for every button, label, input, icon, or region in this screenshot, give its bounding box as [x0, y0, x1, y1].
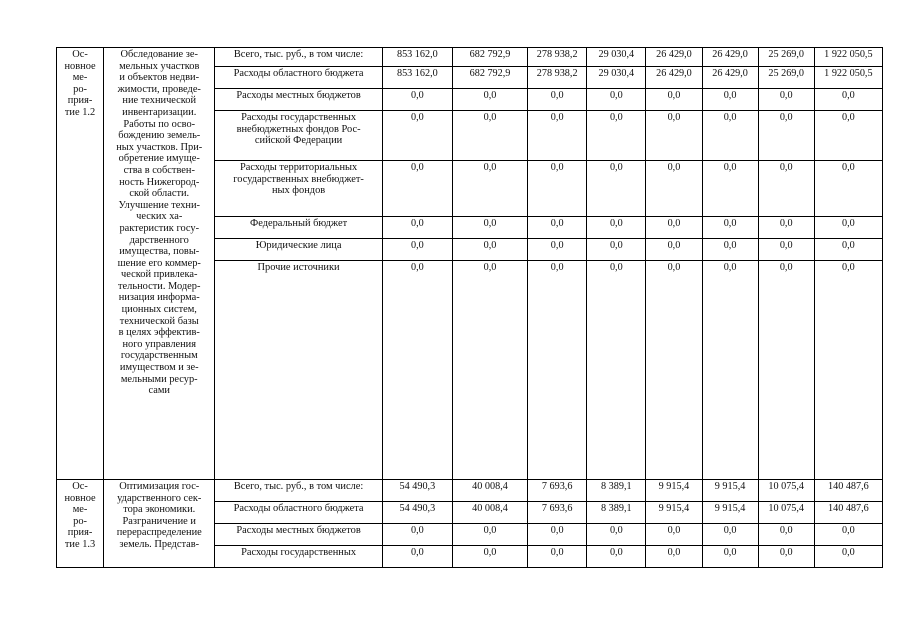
amount-cell: 0,0 — [587, 239, 646, 261]
amount-cell: 0,0 — [646, 524, 702, 546]
amount-cell: 0,0 — [587, 89, 646, 111]
amount-cell: 140 487,6 — [814, 480, 882, 502]
amount-cell: 26 429,0 — [702, 48, 758, 67]
amount-cell: 0,0 — [814, 217, 882, 239]
funding-source: Расходы государственных — [215, 546, 382, 568]
amount-cell: 29 030,4 — [587, 48, 646, 67]
amount-cell: 0,0 — [702, 89, 758, 111]
amount-cell: 9 915,4 — [646, 480, 702, 502]
funding-source: Расходы территориальных государственных внебюджет- ных фондов — [215, 161, 382, 217]
amount-cell: 9 915,4 — [702, 502, 758, 524]
amount-cell: 0,0 — [528, 239, 587, 261]
amount-cell: 0,0 — [646, 261, 702, 480]
amount-cell: 0,0 — [758, 239, 814, 261]
table-row — [57, 480, 883, 502]
amount-cell: 0,0 — [382, 524, 452, 546]
amount-cell: 853 162,0 — [382, 48, 452, 67]
amount-cell: 0,0 — [758, 261, 814, 480]
funding-source: Юридические лица — [215, 239, 382, 261]
funding-source: Расходы областного бюджета — [215, 502, 382, 524]
amount-cell: 0,0 — [814, 111, 882, 161]
amount-cell: 0,0 — [382, 89, 452, 111]
amount-cell: 8 389,1 — [587, 502, 646, 524]
amount-cell: 25 269,0 — [758, 48, 814, 67]
activity-code: Ос- новное ме- ро- прия- тие 1.2 — [57, 48, 104, 480]
activity-description: Оптимизация гос- ударственного сек- тора экономики. Разграничение и перераспределение земель. Представ- — [104, 480, 215, 568]
amount-cell: 25 269,0 — [758, 67, 814, 89]
funding-source: Федеральный бюджет — [215, 217, 382, 239]
amount-cell: 0,0 — [758, 524, 814, 546]
amount-cell: 0,0 — [646, 239, 702, 261]
amount-cell: 26 429,0 — [646, 48, 702, 67]
amount-cell: 0,0 — [646, 89, 702, 111]
amount-cell: 0,0 — [528, 161, 587, 217]
amount-cell: 54 490,3 — [382, 480, 452, 502]
amount-cell: 853 162,0 — [382, 67, 452, 89]
amount-cell: 0,0 — [758, 217, 814, 239]
amount-cell: 9 915,4 — [702, 480, 758, 502]
amount-cell: 0,0 — [452, 111, 527, 161]
funding-source: Расходы областного бюджета — [215, 67, 382, 89]
amount-cell: 0,0 — [587, 111, 646, 161]
funding-source: Всего, тыс. руб., в том числе: — [215, 48, 382, 67]
funding-source: Расходы местных бюджетов — [215, 524, 382, 546]
amount-cell: 0,0 — [758, 111, 814, 161]
amount-cell: 0,0 — [758, 546, 814, 568]
amount-cell: 0,0 — [646, 217, 702, 239]
amount-cell: 0,0 — [587, 546, 646, 568]
budget-table — [56, 47, 883, 568]
amount-cell: 0,0 — [452, 161, 527, 217]
amount-cell: 10 075,4 — [758, 480, 814, 502]
amount-cell: 0,0 — [702, 161, 758, 217]
amount-cell: 0,0 — [452, 239, 527, 261]
amount-cell: 8 389,1 — [587, 480, 646, 502]
amount-cell: 0,0 — [814, 239, 882, 261]
amount-cell: 278 938,2 — [528, 48, 587, 67]
amount-cell: 0,0 — [587, 217, 646, 239]
amount-cell: 0,0 — [646, 161, 702, 217]
amount-cell: 0,0 — [452, 261, 527, 480]
amount-cell: 29 030,4 — [587, 67, 646, 89]
amount-cell: 0,0 — [528, 261, 587, 480]
amount-cell: 0,0 — [758, 89, 814, 111]
amount-cell: 0,0 — [528, 89, 587, 111]
amount-cell: 0,0 — [702, 524, 758, 546]
amount-cell: 0,0 — [452, 217, 527, 239]
funding-source: Прочие источники — [215, 261, 382, 480]
amount-cell: 0,0 — [702, 111, 758, 161]
amount-cell: 0,0 — [528, 217, 587, 239]
amount-cell: 0,0 — [587, 524, 646, 546]
amount-cell: 278 938,2 — [528, 67, 587, 89]
amount-cell: 0,0 — [814, 89, 882, 111]
budget-table-body — [57, 48, 883, 568]
funding-source: Всего, тыс. руб., в том числе: — [215, 480, 382, 502]
amount-cell: 0,0 — [382, 239, 452, 261]
amount-cell: 0,0 — [702, 239, 758, 261]
amount-cell: 10 075,4 — [758, 502, 814, 524]
amount-cell: 0,0 — [452, 89, 527, 111]
amount-cell: 54 490,3 — [382, 502, 452, 524]
amount-cell: 0,0 — [382, 546, 452, 568]
activity-description: Обследование зе- мельных участков и объектов недви- жимости, проведе- ние технической инвентаризации. Работы по осво- бождению земель- ных участков. При- обретение имуще- ства в собствен- ность Нижегород- ской области. Улучшение техни- ческих ха- рактеристик госу- дарственного имущества, повы- шение его коммер- ческой привлека- тельности. Модер- низация информа- ционных систем, технической базы в целях эффектив- ного управления государственным имуществом и зе- мельными ресур- сами — [104, 48, 215, 480]
amount-cell: 40 008,4 — [452, 480, 527, 502]
funding-source: Расходы местных бюджетов — [215, 89, 382, 111]
amount-cell: 0,0 — [382, 111, 452, 161]
amount-cell: 0,0 — [814, 261, 882, 480]
amount-cell: 0,0 — [452, 546, 527, 568]
amount-cell: 0,0 — [702, 261, 758, 480]
amount-cell: 0,0 — [646, 111, 702, 161]
amount-cell: 9 915,4 — [646, 502, 702, 524]
amount-cell: 0,0 — [814, 161, 882, 217]
amount-cell: 0,0 — [382, 217, 452, 239]
amount-cell: 1 922 050,5 — [814, 67, 882, 89]
amount-cell: 682 792,9 — [452, 67, 527, 89]
amount-cell: 7 693,6 — [528, 502, 587, 524]
amount-cell: 7 693,6 — [528, 480, 587, 502]
funding-source: Расходы государственных внебюджетных фондов Рос- сийской Федерации — [215, 111, 382, 161]
amount-cell: 0,0 — [382, 161, 452, 217]
amount-cell: 0,0 — [528, 524, 587, 546]
amount-cell: 0,0 — [646, 546, 702, 568]
amount-cell: 0,0 — [452, 524, 527, 546]
amount-cell: 0,0 — [587, 161, 646, 217]
amount-cell: 26 429,0 — [702, 67, 758, 89]
amount-cell: 682 792,9 — [452, 48, 527, 67]
amount-cell: 0,0 — [382, 261, 452, 480]
amount-cell: 0,0 — [814, 546, 882, 568]
activity-code: Ос- новное ме- ро- прия- тие 1.3 — [57, 480, 104, 568]
amount-cell: 0,0 — [702, 217, 758, 239]
amount-cell: 40 008,4 — [452, 502, 527, 524]
amount-cell: 26 429,0 — [646, 67, 702, 89]
amount-cell: 140 487,6 — [814, 502, 882, 524]
amount-cell: 0,0 — [758, 161, 814, 217]
amount-cell: 0,0 — [587, 261, 646, 480]
amount-cell: 0,0 — [814, 524, 882, 546]
table-row — [57, 48, 883, 67]
amount-cell: 1 922 050,5 — [814, 48, 882, 67]
amount-cell: 0,0 — [528, 546, 587, 568]
amount-cell: 0,0 — [702, 546, 758, 568]
amount-cell: 0,0 — [528, 111, 587, 161]
